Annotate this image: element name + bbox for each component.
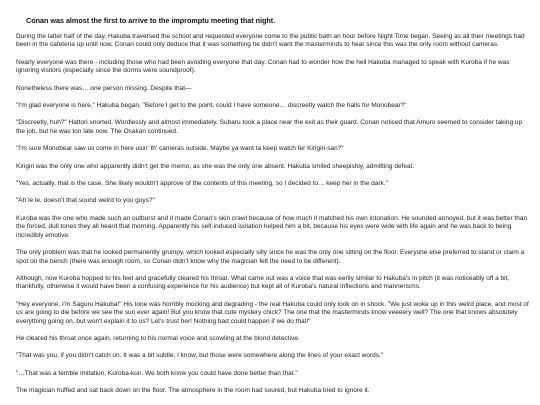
- paragraph-6: "I'm sure Monobear saw us come in here usin' th' cameras outside. Maybe ya want ta keep watch fer Kirigiri-san?": [16, 145, 344, 153]
- paragraph-17: The magician huffed and sat back down on the floor. The atmosphere in the room had soured, but Hakuba tried to ignore it.: [16, 387, 370, 395]
- paragraph-11: The only problem was that he looked permanently grumpy, which looked especially silly since he was the only one sitting on the floor. Everyone else preferred to stand or claim a spot on the bench (there was enough room, so Conan didn't know why the magician felt the need to be different).: [16, 249, 525, 265]
- paragraph-10: Kuroba was the one who made such an outburst and it made Conan's skin crawl because of how much it matched his own intonation. He sounded annoyed, but it was better than the forced, dull tones they all heard that morning. Apparently his self-induced isolation helped him a bit, because his eyes were wide with life again and he was back to being incredibly emotive.: [16, 214, 528, 239]
- paragraph-7: Kirigiri was the only one who apparently didn't get the memo, as she was the only one absent. Hakuba smiled sheepishly, admitting defeat.: [16, 162, 415, 170]
- paragraph-15: "That was you, if you didn't catch on. It was a bit subtle, I know, but those were somewhere along the lines of your exact words.": [16, 352, 384, 360]
- paragraph-2: Nearly everyone was there - including those who had been avoiding everyone that day. Conan had to wonder how the hell Hakuba managed to speak with Kuroba if he was ignoring visitors (especially since the dorms were soundproof).: [16, 58, 510, 75]
- paragraph-4: "I'm glad everyone is here," Hakuba began. "Before I get to the point, could I have someone… discreetly watch the halls for Monobear?": [16, 102, 407, 110]
- paragraph-8: "Yes, actually, that is the case. She likely wouldn't approve of the contents of this meeting, so I decided to… keep her in the dark.": [16, 180, 388, 188]
- paragraph-9: "Ah le le, doesn't that sound weird to you guys?": [16, 197, 155, 205]
- chapter-title: Conan was almost the first to arrive to the impromptu meeting that night.: [26, 16, 276, 25]
- paragraph-3: Nonetheless there was… one person missing. Despite that—: [16, 84, 192, 92]
- paragraph-13: "Hey everyone, I'm Saguru Hakuba!" His tone was horribly mocking and degrading - the real Hakuba could only look on in shock. "We just woke up in this weird place, and most of us are going to die before we see the sun ever again! But you know that cute mystery chick? The one that the masterminds know veeeery well? The one that knows absolutely everything going on, but won't explain it to us? Let's trust her! Nothing bad could happen if we do that!": [16, 300, 529, 325]
- paragraph-16: "…That was a terrible imitation, Kuroba-kun. We both know you could have done better than that.": [16, 369, 298, 377]
- paragraph-14: He cleared his throat once again, returning to his normal voice and scowling at the blond detective.: [16, 334, 300, 342]
- story-body: [16, 33, 530, 396]
- paragraph-5: "Discreetly, huh?" Hattori snorted. Wordlessly and almost immediately, Subaru took a place near the exit as their guard. Conan noticed that Amuro seemed to consider taking up the job, but he was too late now. The Osakan continued.: [16, 119, 523, 135]
- paragraph-12: Although, now Kuroba hopped to his feet and gracefully cleared his throat. What came out was a voice that was eerily similar to Hakuba's in pitch (it was noticeably off a bit, thankfully, otherwise it would have been a confusing experience for his audience) but kept all of Kuroba's natural inflections and mannerisms.: [16, 274, 510, 291]
- paragraph-1: During the latter half of the day, Hakuba traversed the school and requested everyone come to the public bath an hour before Night Time began. Seeing as all their meetings had been in the cafeteria up until now, Conan could only deduce that it was something he didn't want the masterminds to hear since this was the only room without cameras.: [16, 33, 525, 49]
